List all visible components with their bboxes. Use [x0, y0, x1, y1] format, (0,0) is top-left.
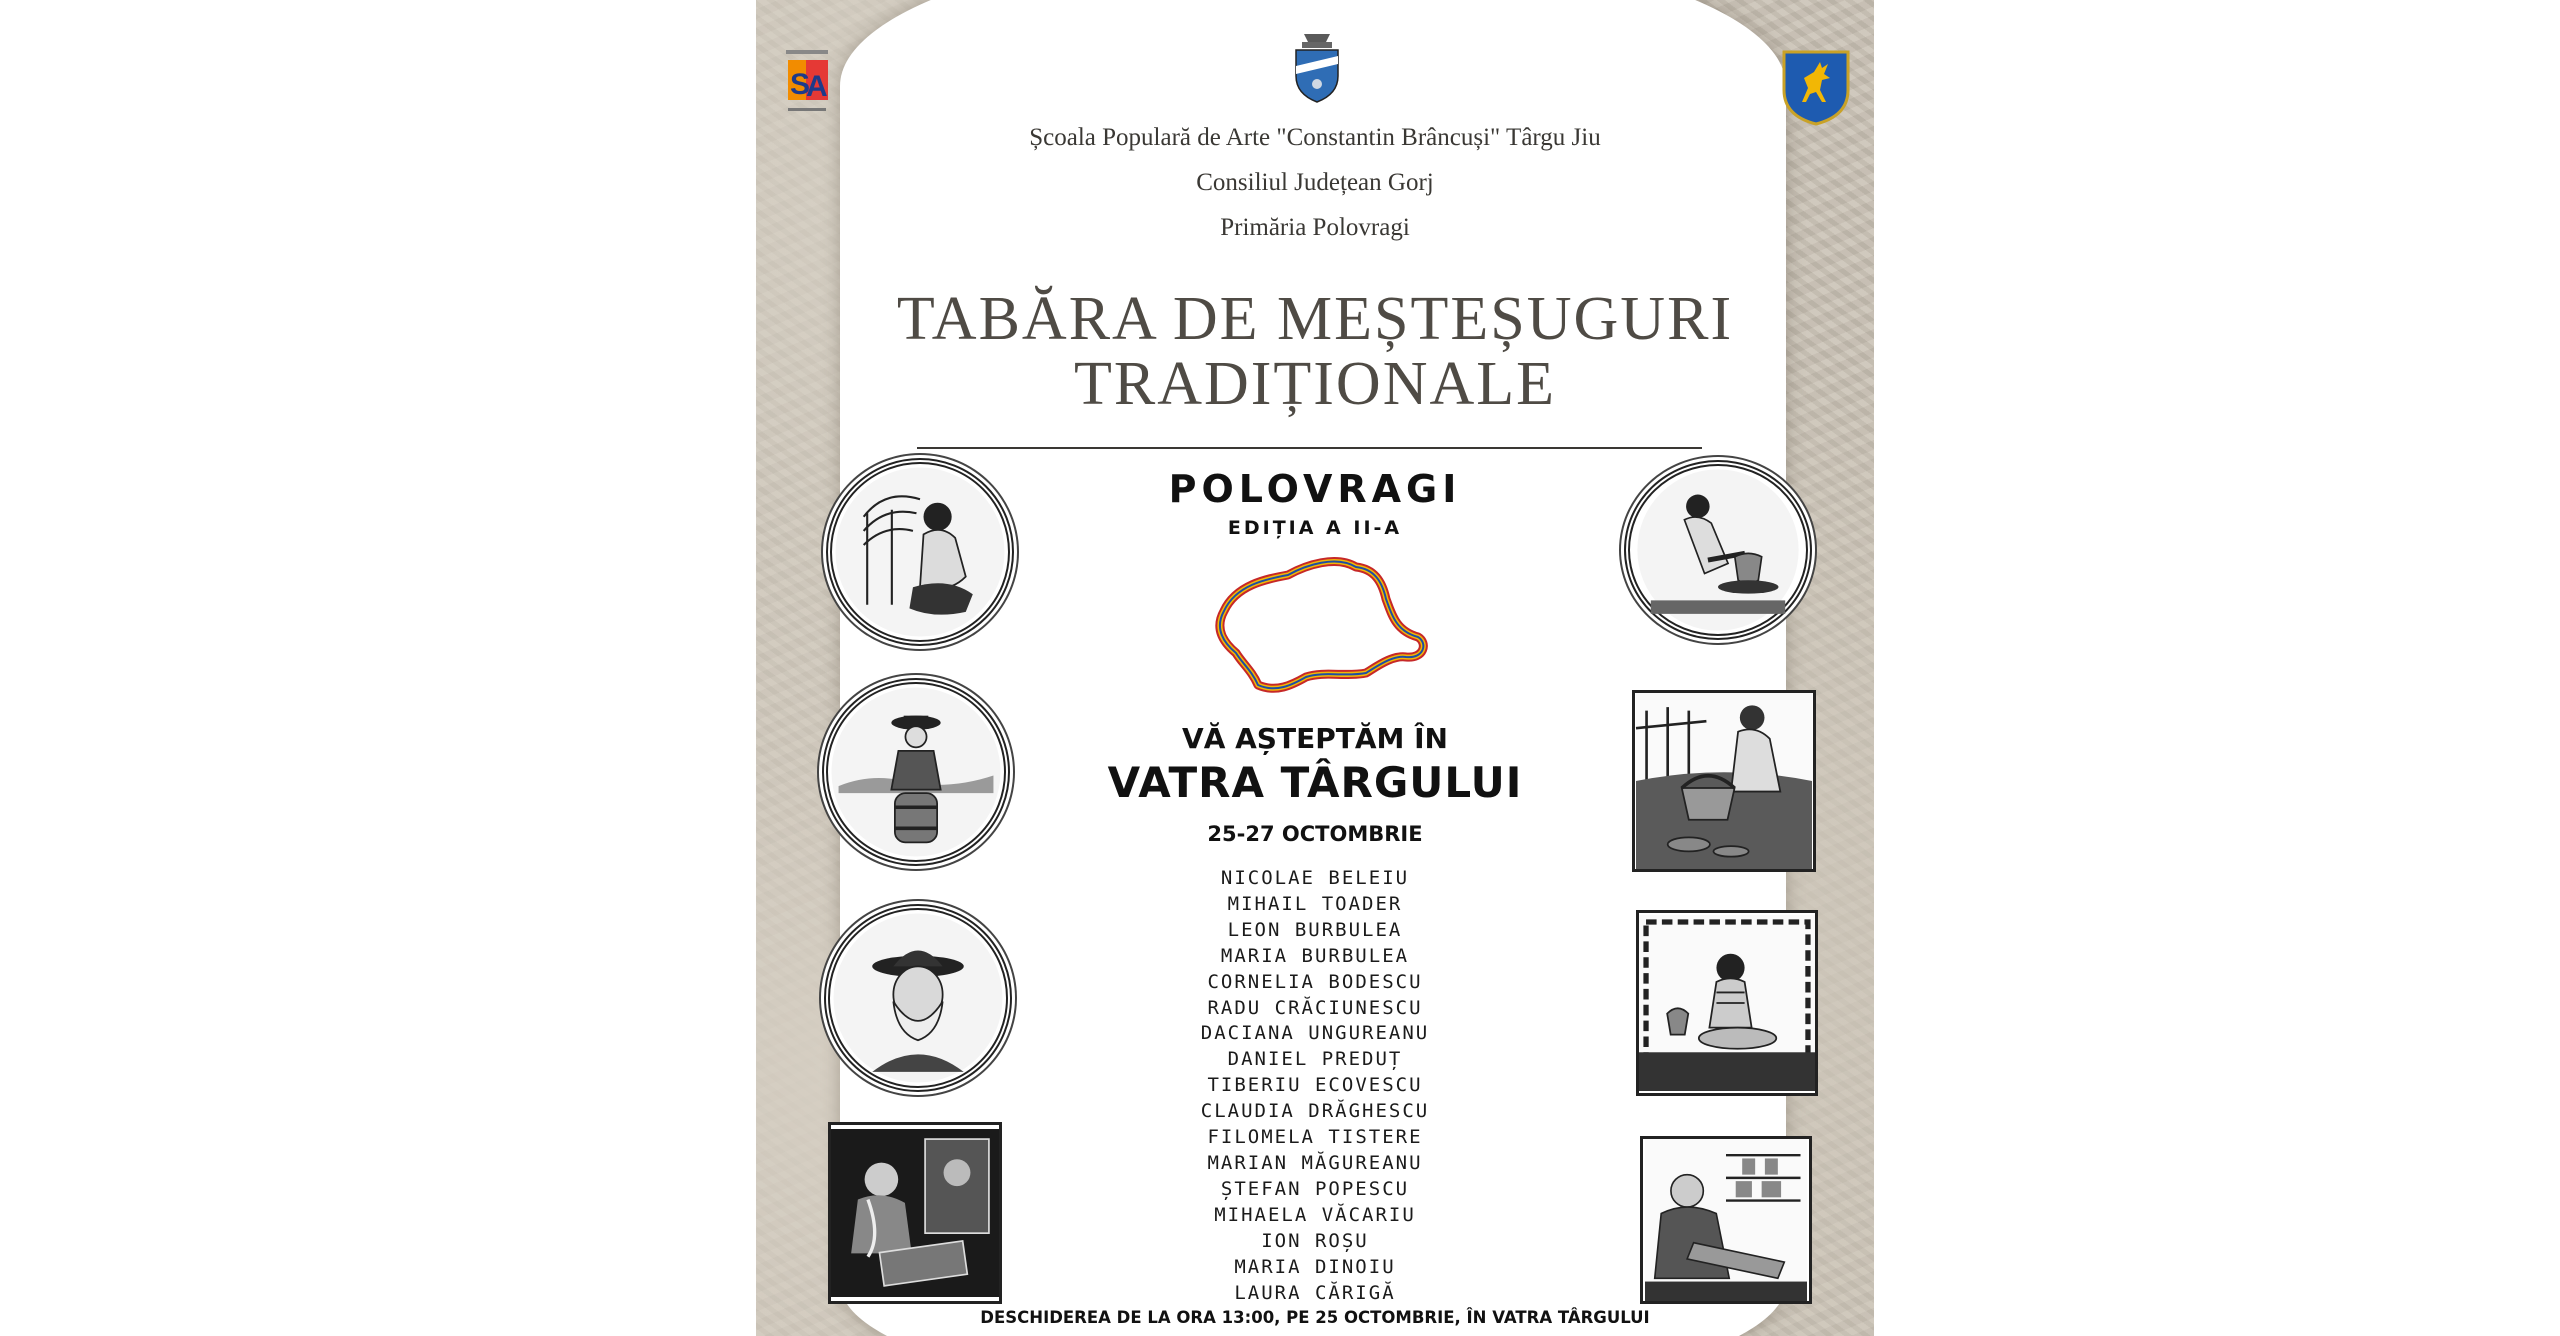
list-item: MIHAELA VĂCARIU [1214, 1203, 1416, 1226]
embroiderer-illustration-icon [1636, 910, 1818, 1096]
list-item: ION ROȘU [1261, 1229, 1369, 1252]
list-item: DACIANA UNGUREANU [1200, 1022, 1430, 1045]
list-item: MARIAN MĂGUREANU [1207, 1151, 1423, 1174]
list-item: CORNELIA BODESCU [1207, 970, 1423, 993]
potter-illustration-icon [1624, 460, 1812, 640]
page-title: TABĂRA DE MEȘTEȘUGURI [896, 285, 1734, 353]
list-item: NICOLAE BELEIU [1220, 867, 1410, 889]
invite-line: VĂ AȘTEPTĂM ÎN [1182, 722, 1448, 755]
peasant-portrait-icon [824, 904, 1012, 1092]
cooper-illustration-icon [822, 678, 1010, 866]
list-item: LEON BURBULEA [1227, 918, 1403, 941]
list-item: DANIEL PREDUȚ [1227, 1048, 1403, 1071]
page-title-line2: TRADIȚIONALE [1073, 350, 1556, 418]
organizer-school: Școala Populară de Arte "Constantin Brâncuși" Târgu Jiu [1029, 124, 1601, 151]
list-item: RADU CRĂCIUNESCU [1207, 996, 1423, 1019]
organizer-county-council: Consiliul Județean Gorj [1196, 169, 1434, 196]
list-item: MARIA DINOIU [1234, 1255, 1396, 1278]
list-item: ȘTEFAN POPESCU [1220, 1177, 1410, 1200]
title-divider [917, 447, 1702, 449]
organizer-town-hall: Primăria Polovragi [1220, 214, 1410, 241]
list-item: CLAUDIA DRĂGHESCU [1200, 1100, 1430, 1123]
list-item: MARIA BURBULEA [1220, 944, 1410, 967]
location-title: POLOVRAGI [1168, 467, 1462, 511]
event-poster [756, 0, 1874, 1336]
list-item: LAURA CĂRIGĂ [1234, 1281, 1396, 1304]
school-logo-icon [784, 50, 830, 122]
venue-name: VATRA TÂRGULUI [1107, 758, 1523, 807]
romania-map-icon [1196, 545, 1436, 705]
list-item: TIBERIU ECOVESCU [1207, 1074, 1423, 1097]
svg-text:S: S [790, 68, 811, 101]
edition-label: EDIȚIA A II-A [1227, 517, 1403, 539]
icon-painter-illustration-icon [828, 1122, 1002, 1304]
woodcarver-illustration-icon [1640, 1136, 1812, 1304]
list-item: MIHAIL TOADER [1227, 892, 1403, 915]
weaver-illustration-icon [826, 458, 1014, 646]
list-item: FILOMELA TISTERE [1207, 1126, 1423, 1149]
basket-weaver-illustration-icon [1632, 690, 1816, 872]
polovragi-coat-of-arms-icon [1290, 32, 1344, 104]
svg-text:A: A [806, 70, 828, 103]
event-dates: 25-27 OCTOMBRIE [1207, 822, 1423, 846]
gorj-coat-of-arms-icon [1780, 48, 1852, 126]
opening-note: DESCHIDEREA DE LA ORA 13:00, PE 25 OCTOMBRIE, ÎN VATRA TÂRGULUI [980, 1308, 1650, 1327]
